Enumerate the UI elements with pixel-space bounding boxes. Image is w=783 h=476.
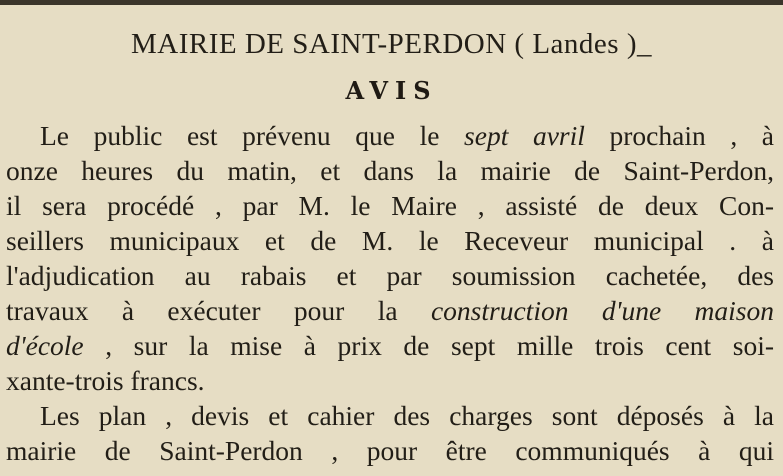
text-span: travaux à exécuter pour la [6, 295, 398, 326]
notice-title: MAIRIE DE SAINT-PERDON ( Landes )_ [131, 28, 652, 60]
top-rule [0, 0, 783, 5]
notice-heading: AVIS [345, 76, 438, 105]
emphasis-phrase: d'école [6, 330, 84, 361]
text-line [6, 295, 774, 327]
text-line: il sera procédé , par M. le Maire , assisté de deux Con- [6, 190, 774, 221]
emphasis-date: sept avril [464, 120, 585, 151]
text-line [6, 330, 774, 362]
text-line: xante-trois francs. [6, 365, 205, 396]
text-line: onze heures du matin, et dans la mairie de Saint-Perdon, [6, 155, 774, 186]
text-span: Le public est prévenu que le [40, 120, 440, 151]
text-line: Les plan , devis et cahier des charges sont déposés à la [40, 400, 774, 431]
emphasis-phrase: construction d'une maison [430, 295, 774, 326]
text-line [40, 120, 774, 152]
text-span: , sur la mise à prix de sept mille trois cent soi- [105, 330, 774, 361]
text-line: mairie de Saint-Perdon , pour être communiqués à qui [6, 435, 774, 466]
text-line: seillers municipaux et de M. le Receveur municipal . à [6, 225, 774, 256]
text-line: l'adjudication au rabais et par soumission cachetée, des [6, 260, 774, 291]
text-span: prochain , à [609, 120, 774, 151]
